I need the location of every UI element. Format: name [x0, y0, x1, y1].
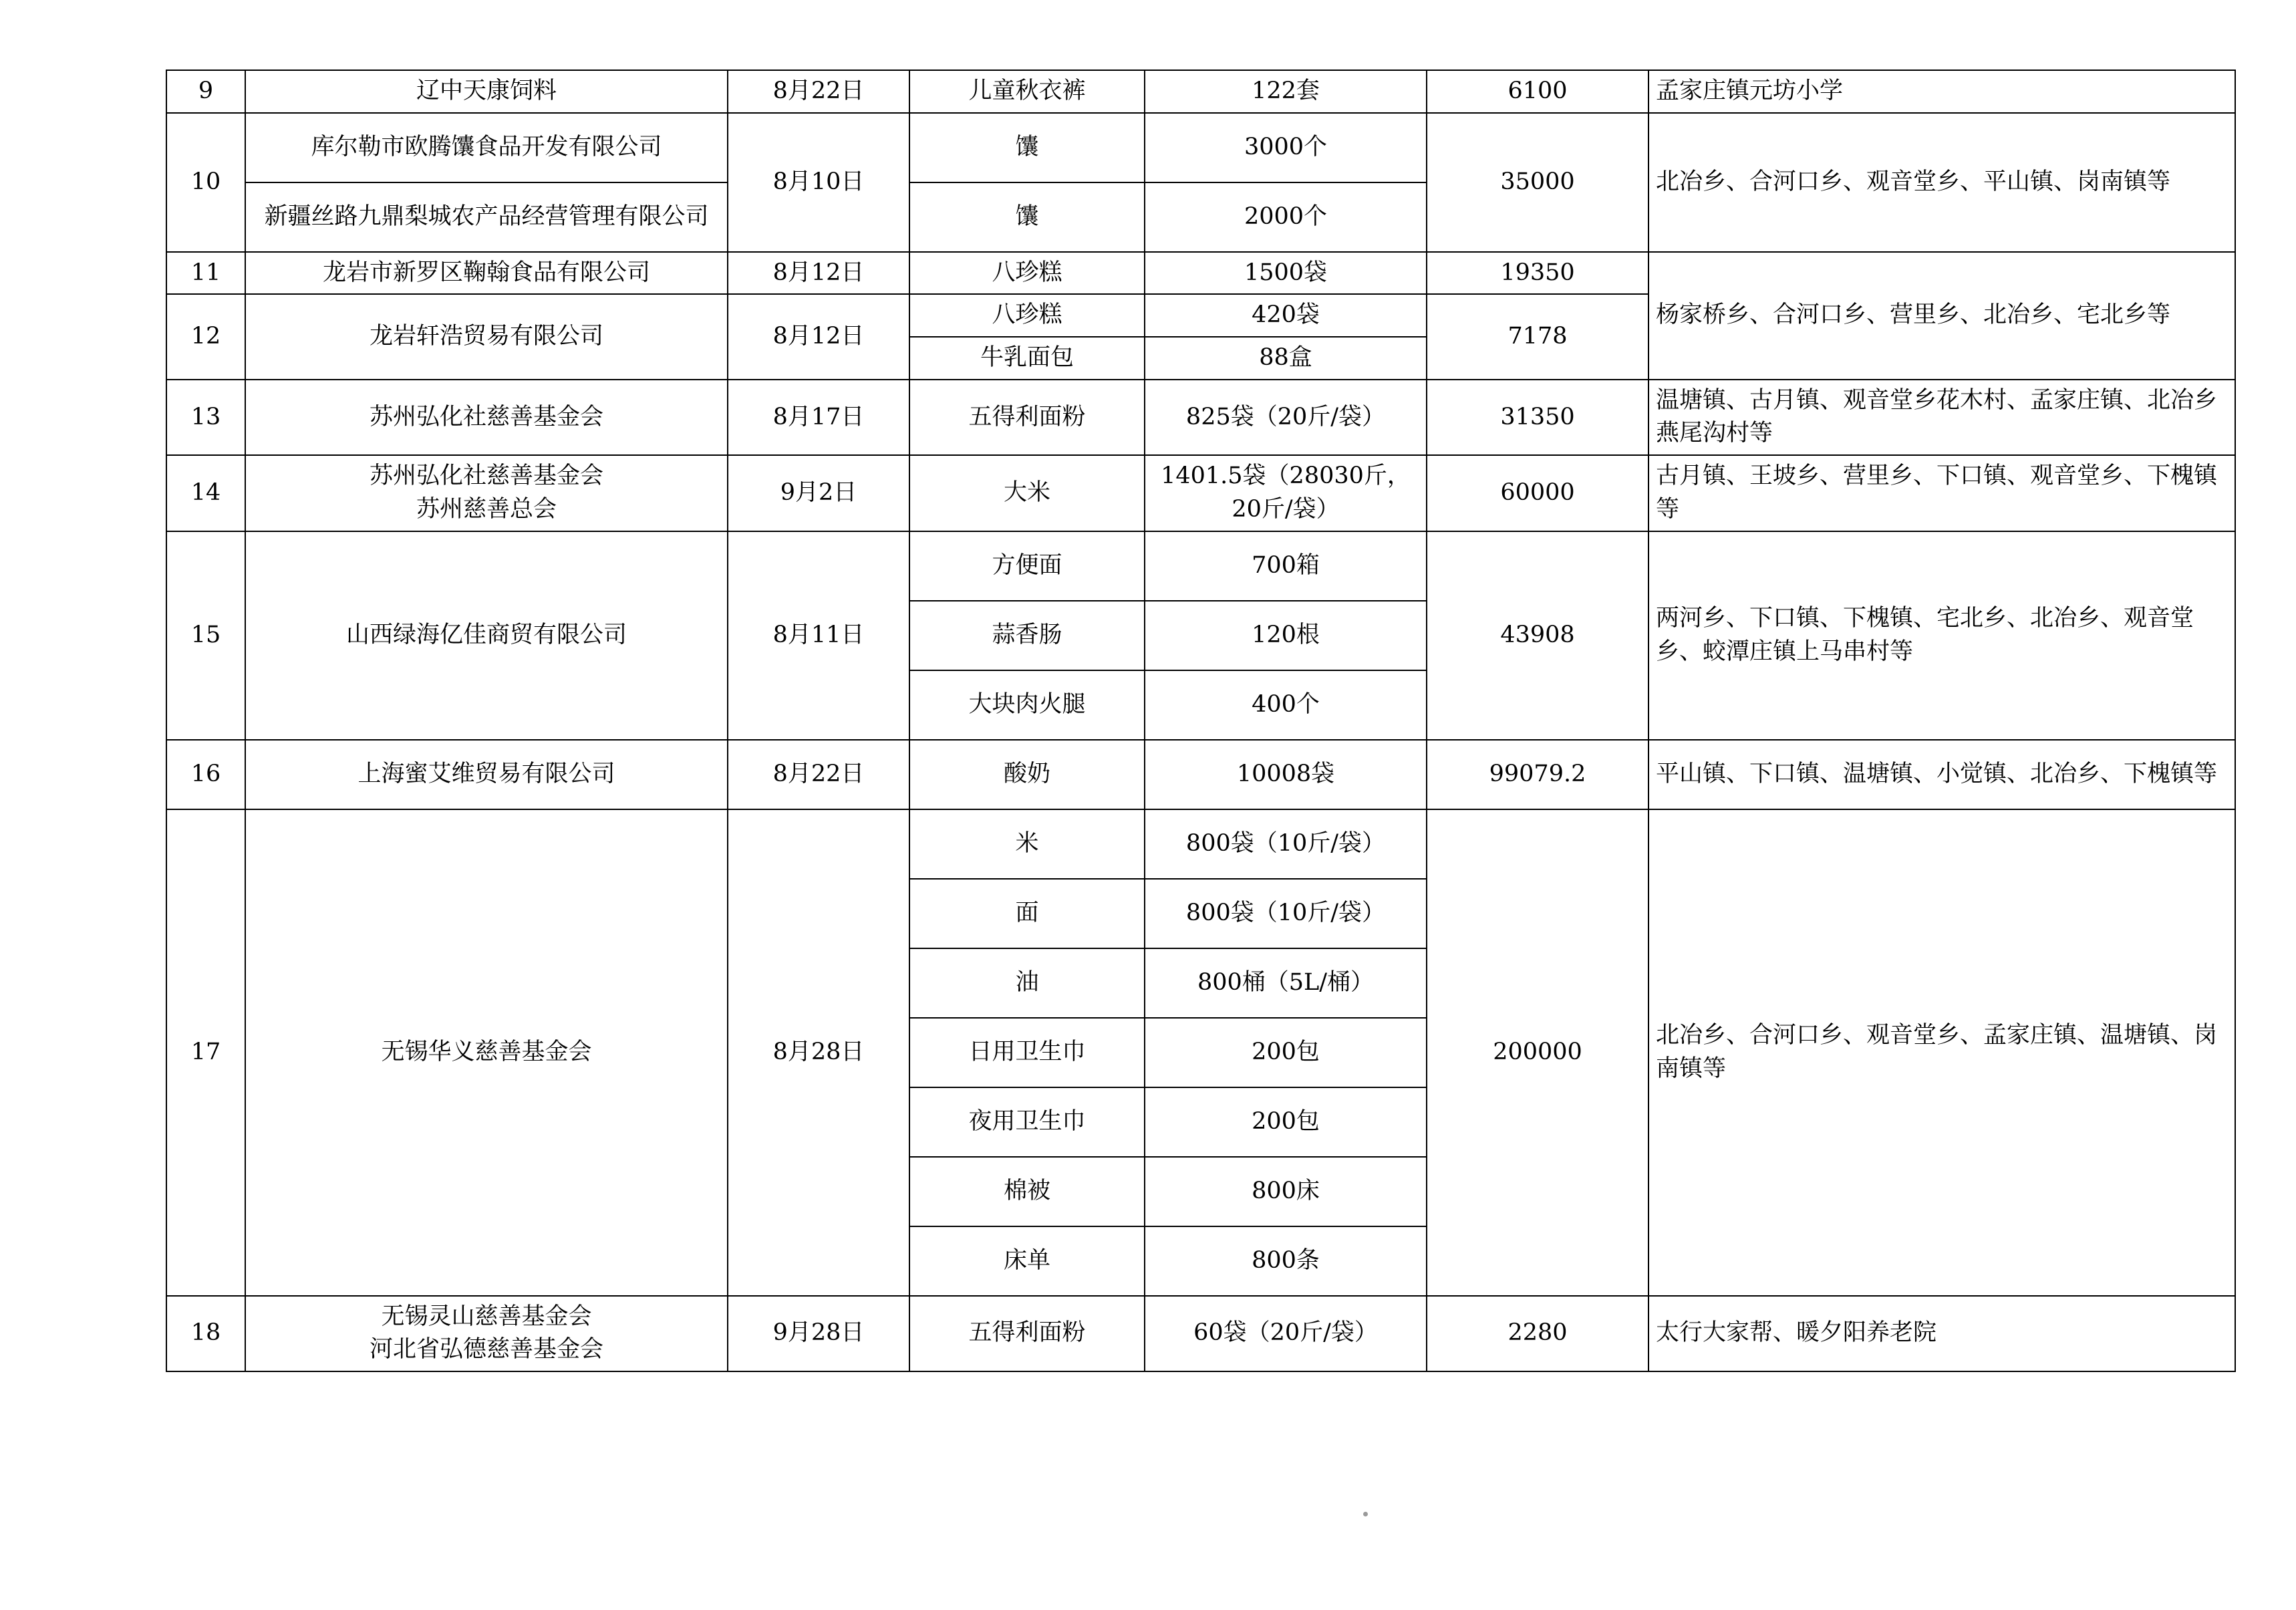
- row-item-qty: 800袋（10斤/袋）: [1145, 809, 1427, 879]
- row-index: 11: [166, 252, 245, 295]
- row-organization: 上海蜜艾维贸易有限公司: [245, 740, 728, 809]
- row-organization: 龙岩轩浩贸易有限公司: [245, 294, 728, 379]
- row-item-name: 五得利面粉: [909, 380, 1145, 455]
- row-organization: 苏州弘化社慈善基金会: [245, 380, 728, 455]
- row-item-name: 方便面: [909, 531, 1145, 601]
- table-row: [166, 380, 2235, 455]
- row-area: 古月镇、王坡乡、营里乡、下口镇、观音堂乡、下槐镇等: [1648, 455, 2235, 531]
- row-item-name: 床单: [909, 1226, 1145, 1296]
- row-item-name: 米: [909, 809, 1145, 879]
- row-area: 两河乡、下口镇、下槐镇、宅北乡、北冶乡、观音堂乡、蛟潭庄镇上马串村等: [1648, 531, 2235, 740]
- table-row: [166, 1296, 2235, 1371]
- row-organization-line: 苏州弘化社慈善基金会: [369, 462, 603, 490]
- row-organization-line: 无锡灵山慈善基金会: [381, 1303, 592, 1330]
- row-item-qty: 800条: [1145, 1226, 1427, 1296]
- row-amount: 99079.2: [1427, 740, 1648, 809]
- row-item-qty: 10008袋: [1145, 740, 1427, 809]
- row-organization: 辽中天康饲料: [245, 70, 728, 113]
- row-date: 9月28日: [728, 1296, 909, 1371]
- table-row: [166, 740, 2235, 809]
- row-item-name: 牛乳面包: [909, 337, 1145, 380]
- row-organization: [245, 1296, 728, 1371]
- row-organization-line: 苏州慈善总会: [416, 495, 557, 523]
- row-area: 北冶乡、合河口乡、观音堂乡、平山镇、岗南镇等: [1648, 113, 2235, 252]
- row-index: 12: [166, 294, 245, 379]
- row-item-name: 大米: [909, 455, 1145, 531]
- row-index: 17: [166, 809, 245, 1296]
- row-item-qty: 420袋: [1145, 294, 1427, 337]
- row-amount: 31350: [1427, 380, 1648, 455]
- row-item-name: 馕: [909, 113, 1145, 182]
- row-organization: 无锡华义慈善基金会: [245, 809, 728, 1296]
- row-organization: 新疆丝路九鼎梨城农产品经营管理有限公司: [245, 182, 728, 252]
- row-amount: 43908: [1427, 531, 1648, 740]
- table-row: [166, 113, 2235, 182]
- row-item-qty: 2000个: [1145, 182, 1427, 252]
- table-row: [166, 809, 2235, 879]
- row-item-qty: 700箱: [1145, 531, 1427, 601]
- row-organization: 库尔勒市欧腾馕食品开发有限公司: [245, 113, 728, 182]
- row-index: 9: [166, 70, 245, 113]
- row-area: 北冶乡、合河口乡、观音堂乡、孟家庄镇、温塘镇、岗南镇等: [1648, 809, 2235, 1296]
- donation-table: [166, 70, 2236, 1372]
- row-date: 8月10日: [728, 113, 909, 252]
- row-item-name: 大块肉火腿: [909, 670, 1145, 740]
- table-row: [166, 455, 2235, 531]
- row-item-qty: 1500袋: [1145, 252, 1427, 295]
- row-item-qty: 800袋（10斤/袋）: [1145, 879, 1427, 948]
- row-date: 9月2日: [728, 455, 909, 531]
- row-item-qty: 3000个: [1145, 113, 1427, 182]
- row-item-qty: 88盒: [1145, 337, 1427, 380]
- row-item-name: 蒜香肠: [909, 601, 1145, 670]
- page-artifact-dot: [1363, 1512, 1368, 1516]
- row-item-qty: 800床: [1145, 1157, 1427, 1226]
- row-index: 16: [166, 740, 245, 809]
- row-index: 10: [166, 113, 245, 252]
- row-item-qty: 400个: [1145, 670, 1427, 740]
- row-area: 孟家庄镇元坊小学: [1648, 70, 2235, 113]
- row-date: 8月12日: [728, 252, 909, 295]
- row-date: 8月22日: [728, 740, 909, 809]
- row-organization-line: 河北省弘德慈善基金会: [369, 1336, 603, 1363]
- row-item-name: 日用卫生巾: [909, 1018, 1145, 1087]
- row-item-name: 儿童秋衣裤: [909, 70, 1145, 113]
- row-item-qty: 122套: [1145, 70, 1427, 113]
- row-item-name: 八珍糕: [909, 294, 1145, 337]
- row-item-name: 夜用卫生巾: [909, 1087, 1145, 1157]
- row-item-name: 棉被: [909, 1157, 1145, 1226]
- row-area: 温塘镇、古月镇、观音堂乡花木村、孟家庄镇、北冶乡燕尾沟村等: [1648, 380, 2235, 455]
- row-area: 平山镇、下口镇、温塘镇、小觉镇、北冶乡、下槐镇等: [1648, 740, 2235, 809]
- row-item-qty: 200包: [1145, 1087, 1427, 1157]
- row-amount: 6100: [1427, 70, 1648, 113]
- row-item-qty: 120根: [1145, 601, 1427, 670]
- row-index: 18: [166, 1296, 245, 1371]
- row-amount: 60000: [1427, 455, 1648, 531]
- row-organization: 龙岩市新罗区鞠翰食品有限公司: [245, 252, 728, 295]
- row-date: 8月17日: [728, 380, 909, 455]
- row-item-qty: 825袋（20斤/袋）: [1145, 380, 1427, 455]
- row-organization: 山西绿海亿佳商贸有限公司: [245, 531, 728, 740]
- row-item-name: 八珍糕: [909, 252, 1145, 295]
- row-index: 15: [166, 531, 245, 740]
- row-amount: 200000: [1427, 809, 1648, 1296]
- row-item-qty: 200包: [1145, 1018, 1427, 1087]
- row-date: 8月28日: [728, 809, 909, 1296]
- row-amount: 7178: [1427, 294, 1648, 379]
- row-item-qty: 800桶（5L/桶）: [1145, 948, 1427, 1018]
- row-index: 14: [166, 455, 245, 531]
- row-date: 8月11日: [728, 531, 909, 740]
- table-row: [166, 252, 2235, 295]
- row-date: 8月12日: [728, 294, 909, 379]
- row-area: 杨家桥乡、合河口乡、营里乡、北冶乡、宅北乡等: [1648, 252, 2235, 380]
- row-item-qty: 1401.5袋（28030斤，20斤/袋）: [1145, 455, 1427, 531]
- row-area: 太行大家帮、暖夕阳养老院: [1648, 1296, 2235, 1371]
- row-amount: 35000: [1427, 113, 1648, 252]
- table-row: [166, 531, 2235, 601]
- row-item-name: 油: [909, 948, 1145, 1018]
- row-item-name: 五得利面粉: [909, 1296, 1145, 1371]
- row-amount: 2280: [1427, 1296, 1648, 1371]
- row-index: 13: [166, 380, 245, 455]
- row-item-qty: 60袋（20斤/袋）: [1145, 1296, 1427, 1371]
- row-item-name: 馕: [909, 182, 1145, 252]
- row-date: 8月22日: [728, 70, 909, 113]
- row-amount: 19350: [1427, 252, 1648, 295]
- row-organization: [245, 455, 728, 531]
- row-item-name: 酸奶: [909, 740, 1145, 809]
- row-item-name: 面: [909, 879, 1145, 948]
- table-row: [166, 70, 2235, 113]
